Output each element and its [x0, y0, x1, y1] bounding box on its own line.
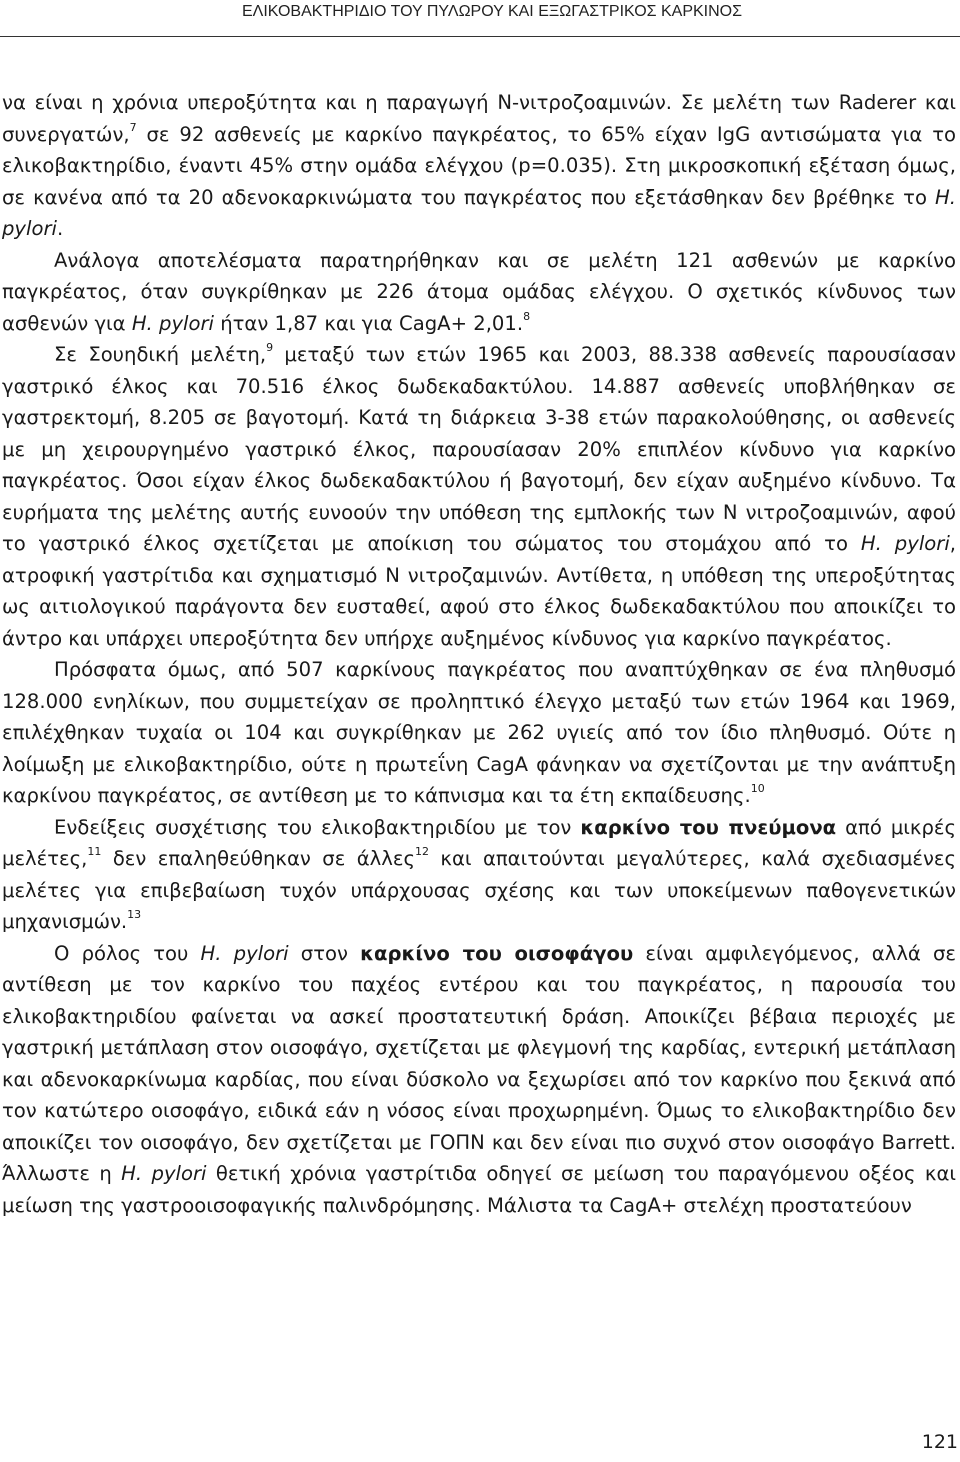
bold-term: καρκίνο του οισοφάγου	[360, 941, 634, 965]
article-body	[2, 87, 956, 1221]
reference-superscript: 11	[87, 845, 102, 859]
italic-term: H. pylori	[860, 532, 950, 555]
text-run: δεν επαληθεύθηκαν σε άλλες	[101, 847, 415, 870]
text-run: μεταξύ των ετών 1965 και 2003, 88.338 ασθενείς παρουσίασαν γαστρικό έλκος και 70.516 έλκος δωδεκαδακτύλου. 14.887 ασθενείς υποβλήθηκαν σε γαστρεκτομή, 8.205 σε βαγοτομή. Κατά τη διάρκεια 3-38 ετών παρακολούθησης, οι ασθενείς με μη χειρουργημένο γαστρικό έλκος, παρουσίασαν 20% επιπλέον κίνδυνο για καρκίνο παγκρέατος. Όσοι είχαν έλκος δωδεκαδακτύλου ή βαγοτομή, δεν είχαν αυξημένο κίνδυνο. Τα ευρήματα της μελέτης αυτής ευνοούν την υπόθεση της εμπλοκής των Ν νιτροζοαμινών, αφού το γαστρικό έλκος σχετίζεται με αποίκιση του σώματος του στομάχου από το	[2, 343, 956, 555]
text-run: Πρόσφατα όμως, από 507 καρκίνους παγκρέατος που αναπτύχθηκαν σε ένα πληθυσμό 128.000 ενηλίκων, που συμμετείχαν σε προληπτικό έλεγχο μεταξύ των ετών 1964 και 1969, επιλέχθηκαν τυχαία οι 104 και συγκρίθηκαν με 262 υγιείς από τον ίδιο πληθυσμό. Ούτε η λοίμωξη με ελικοβακτηρίδιο, ούτε η πρωτεΐνη CagA φάνηκαν να σχετίζονται με την ανάπτυξη καρκίνου παγκρέατος, σε αντίθεση με το κάπνισμα και τα έτη εκπαίδευσης.	[2, 658, 956, 807]
text-run: Ενδείξεις συσχέτισης του ελικοβακτηριδίου με τον	[54, 815, 581, 839]
page-number: 121	[921, 1431, 958, 1453]
paragraph	[2, 938, 956, 1222]
reference-superscript: 8	[523, 309, 531, 323]
text-run: να είναι η χρόνια υπεροξύτητα και η παραγωγή Ν-νιτροζοαμινών. Σε μελέτη των Raderer και συνεργατών,	[2, 91, 956, 146]
reference-superscript: 7	[129, 120, 137, 134]
text-run: θετική χρόνια γαστρίτιδα οδηγεί σε μείωση του παραγόμενου οξέος και μείωση της γαστροοισοφαγικής παλινδρόμησης. Μάλιστα τα CagA+ στελέχη προστατεύουν	[2, 1162, 956, 1217]
reference-superscript: 10	[750, 782, 765, 796]
reference-superscript: 9	[266, 341, 274, 355]
text-run: ήταν 1,87 και για CagA+ 2,01.	[213, 311, 524, 335]
text-run: από μικρές μελέτες,	[2, 815, 956, 870]
header-divider	[0, 36, 960, 37]
paragraph	[2, 812, 956, 938]
text-run: Ανάλογα αποτελέσματα παρατηρήθηκαν και σε μελέτη 121 ασθενών με καρκίνο παγκρέατος, όταν συγκρίθηκαν με 226 άτομα ομάδας ελέγχου. Ο σχετικός κίνδυνος των ασθενών για	[2, 248, 956, 335]
italic-term: H. pylori	[200, 941, 289, 965]
text-run: και απαιτούνται μεγαλύτερες, καλά σχεδιασμένες μελέτες για επιβεβαίωση τυχόν υπάρχουσας σχέσης και των υποκείμενων παθογενετικών μηχανισμών.	[2, 847, 956, 933]
italic-term: H. pylori	[131, 311, 214, 335]
text-run: σε 92 ασθενείς με καρκίνο παγκρέατος, το 65% είχαν IgG αντισώματα για το ελικοβακτηρίδιο, έναντι 45% στην ομάδα ελέγχου (p=0.035). Στη μικροσκοπική εξέταση όμως, σε κανένα από τα 20 αδενοκαρκινώματα του παγκρέατος που εξετάσθηκαν δεν βρέθηκε το	[2, 122, 956, 209]
paragraph	[2, 654, 956, 812]
text-run: Σε Σουηδική μελέτη,	[54, 343, 267, 366]
text-run: Ο ρόλος του	[54, 941, 201, 965]
running-header-title: ΕΛΙΚΟΒΑΚΤΗΡΙΔΙΟ ΤΟΥ ΠΥΛΩΡΟΥ ΚΑΙ ΕΞΩΓΑΣΤΡΙΚΟΣ ΚΑΡΚΙΝΟΣ	[241, 3, 742, 20]
paragraph	[2, 339, 956, 654]
paragraph	[2, 87, 956, 245]
text-run: είναι αμφιλεγόμενος, αλλά σε αντίθεση με τον καρκίνο του παχέος εντέρου και του παγκρέατος, η παρουσία του ελικοβακτηριδίου φαίνεται να ασκεί προστατευτική δράση. Αποικίζει βέβαια περιοχές με γαστρική μετάπλαση στον οισοφάγο, σχετίζεται με φλεγμονή της καρδίας, εντερική μετάπλαση και αδενοκαρκίνωμα καρδίας, που είναι δύσκολο να ξεχωρίσει από τον καρκίνο που ξεκινά από τον κατώτερο οισοφάγο, ειδικά εάν η νόσος είναι προχωρημένη. Όμως το ελικοβακτηρίδιο δεν αποικίζει τον οισοφάγο, δεν σχετίζεται με ΓΟΠΝ και δεν είναι πιο συχνό στον οισοφάγο Barrett. Άλλωστε η	[2, 941, 956, 1185]
paragraph	[2, 245, 956, 340]
bold-term: καρκίνο του πνεύμονα	[580, 815, 837, 839]
italic-term: H. pylori	[2, 185, 956, 240]
reference-superscript: 12	[414, 845, 429, 859]
reference-superscript: 13	[127, 908, 142, 922]
running-header	[0, 0, 960, 40]
text-run: .	[56, 217, 64, 240]
text-run: , ατροφική γαστρίτιδα και σχηματισμό Ν νιτροζαμινών. Αντίθετα, η υπόθεση της υπεροξύτητας ως αιτιολογικού παράγοντα δεν ευσταθεί, αφού στο έλκος δωδεκαδακτύλου που αποικίζει το άντρο και υπάρχει υπεροξύτητα δεν υπήρχε αυξημένος κίνδυνος για καρκίνο παγκρέατος.	[2, 532, 956, 650]
italic-term: H. pylori	[121, 1162, 207, 1185]
text-run: στον	[288, 941, 361, 965]
